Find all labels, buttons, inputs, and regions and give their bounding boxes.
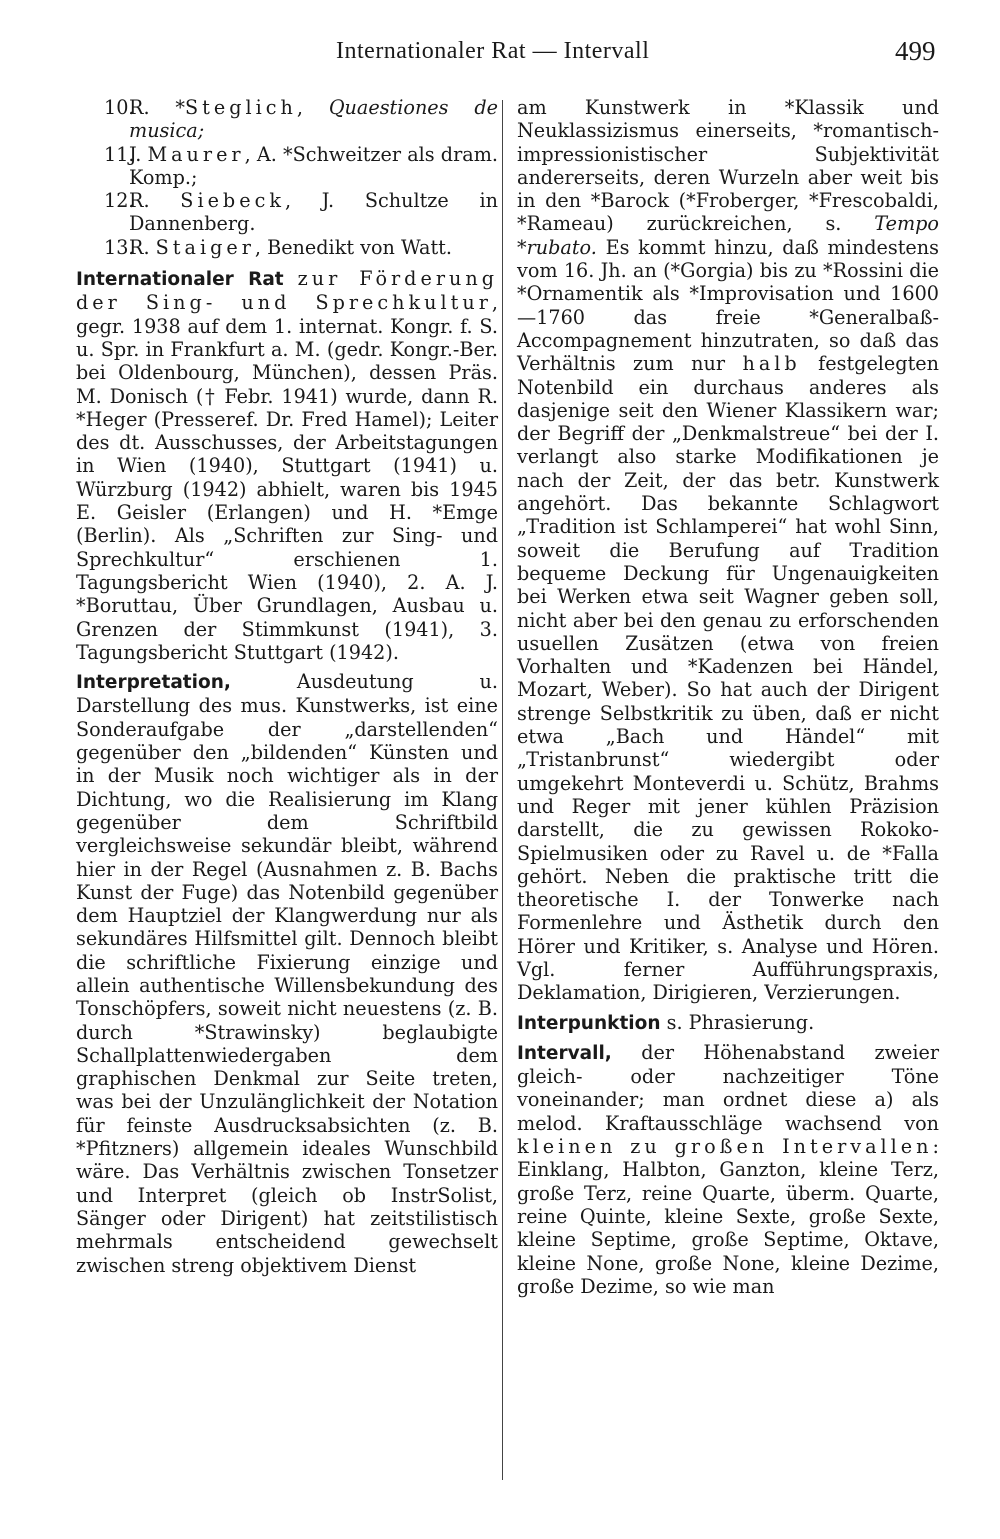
page-header	[0, 38, 1000, 78]
list-text: , Benedikt von Watt.	[254, 235, 452, 259]
list-text: , J. Schultze in Dannenberg.	[129, 189, 498, 236]
entry-body: , gegr. 1938 auf dem 1. internat. Kongr. f. S. u. Spr. in Frankfurt a. M. (gedr. Kongr.-Ber. bei Oldenbourg, München), dessen Präs. M. Donisch († Febr. 1941) wurde, dann R. *Heger (Presseref. Dr. Fred Hamel); Leiter des dt. Ausschusses, der Arbeitstagungen in Wien (1940), Stuttgart (1941) u. Würzburg (1942) abhielt, waren bis 1945 E. Geisler (Erlangen) und H. *Emge (Berlin). Als „Schriften zur Sing- und Sprechkultur“ erschienen 1. Tagungsbericht Wien (1940), 2. A. J. *Boruttau, Über Grundlagen, Ausbau u. Grenzen der Stimmkunst (1941), 3. Tagungsbericht Stuttgart (1942).	[76, 291, 498, 664]
entry-intervall	[517, 1041, 939, 1298]
list-number: 10.	[104, 96, 135, 119]
entry-headword: Interpretation,	[76, 672, 231, 694]
list-text: R.	[129, 189, 181, 213]
entry-internationaler-rat	[76, 267, 498, 664]
list-author: Staiger	[155, 235, 255, 259]
cross-reference: Tempo *rubato.	[517, 212, 939, 259]
entry-headword: Internationaler Rat	[76, 269, 284, 291]
list-item	[76, 189, 498, 236]
entry-interpretation-continued	[517, 96, 939, 1005]
entry-body: Es kommt hinzu, daß mindestens vom 16. Jh. an (*Gorgia) bis zu *Rossini die *Ornamentik als *Improvisation und 1600—1760 das freie *Generalbaß-Accompagnement hinzutraten, so daß das Verhältnis zum nur	[517, 235, 939, 376]
list-author: Steglich	[184, 96, 297, 119]
entry-interpunktion	[517, 1011, 939, 1035]
entry-headword: Interpunktion	[517, 1012, 661, 1034]
entry-interpretation	[76, 670, 498, 1277]
entry-body: der Höhenabstand zweier gleich- oder nachzeitiger Töne voneinander; man ordnet diese a) als melod. Kraftausschläge wachsend von	[517, 1040, 939, 1135]
list-text: R. *	[129, 96, 185, 119]
list-item	[76, 143, 498, 190]
entry-body: am Kunstwerk in *Klassik und Neuklassizismus einerseits, *romantisch-impressionistischer Subjektivität andererseits, deren Wurzeln aber weit bis in den *Barock (*Froberger, *Frescobaldi, *Rameau) zurückreichen, s.	[517, 96, 939, 236]
list-author: Maurer	[147, 142, 245, 166]
list-author: Siebeck	[180, 189, 285, 213]
list-text: R.	[129, 235, 156, 259]
list-text: J.	[129, 142, 148, 166]
list-number: 13.	[104, 235, 135, 259]
list-number: 12.	[104, 189, 135, 213]
entry-spaced-text: zur Förderung der Sing- und Sprechkultur	[76, 267, 498, 315]
column-divider	[502, 100, 503, 1480]
entry-body: s. Phrasierung.	[660, 1010, 815, 1034]
list-text: , A. *Schweitzer als dram. Komp.;	[129, 142, 498, 189]
page-number: 499	[895, 36, 936, 66]
list-number: 11.	[104, 142, 135, 166]
entry-body: Ausdeutung u. Darstellung des mus. Kunstwerks, ist eine Sonderaufgabe der „darstellenden“ gegenüber den „bildenden“ Künsten und in der Musik noch wichtiger als in der Dichtung, wo die Realisierung im Klang gegenüber dem Schriftbild vergleichsweise sekundär bleibt, während hier in der Regel (Ausnahmen z. B. Bachs Kunst der Fuge) das Notenbild gegenüber dem Hauptziel der Klangwerdung nur als sekundäres Hilfsmittel gilt. Dennoch bleibt die schriftliche Fixierung einzige und allein authentische Willensbekundung des Tonschöpfers, soweit nicht neuestens (z. B. durch *Strawinsky) beglaubigte Schallplattenwiedergaben dem graphischen Denkmal zur Seite treten, was bei der Unzulänglichkeit der Notation für feinste Ausdrucksabsichten (z. B. *Pfitzners) allgemein ideales Wunschbild wäre. Das Verhältnis zwischen Tonsetzer und Interpret (gleich ob InstrSolist, Sänger oder Dirigent) hat zeitstilistisch mehrmals entscheidend gewechselt zwischen streng objektivem Dienst	[76, 670, 498, 1277]
left-column	[76, 96, 498, 1283]
list-title: Quaestiones de musica;	[129, 96, 498, 143]
entry-body: festgelegten Notenbild ein durchaus anderes als dasjenige seit den Wiener Klassikern war; der Begriff der „Denkmalstreue“ bei der I. verlangt also starke Modifikationen je nach der Zeit, der das betr. Kunstwerk angehört. Das bekannte Schlagwort „Tradition ist Schlamperei“ hat wohl Sinn, soweit die Berufung auf Tradition bequeme Deckung für Ungenauigkeiten bei Werken etwa seit Wagner geben soll, nicht aber bei den genau zu erforschenden usuellen Zusätzen (etwa von freien Vorhalten und *Kadenzen bei Händel, Mozart, Weber). So hat auch der Dirigent strenge Selbstkritik zu üben, daß er nicht etwa „Bach und Händel“ mit „Tristanbrunst“ wiedergibt oder umgekehrt Monteverdi u. Schütz, Brahms und Reger mit jener kühlen Präzision darstellt, die zu gewissen Rokoko-Spielmusiken oder zu Ravel u. de *Falla gehört. Neben die praktische tritt die theoretische I. der Tonwerke nach Formenlehre und Ästhetik durch den Hörer und Kritiker, s. Analyse und Hören. Vgl. ferner Aufführungspraxis, Deklamation, Dirigieren, Verzierungen.	[517, 352, 939, 1005]
entry-body: : Einklang, Halbton, Ganzton, kleine Terz, große Terz, reine Quarte, überm. Quarte, reine Quinte, kleine Sexte, große Sexte, kleine Septime, große Septime, Oktave, kleine None, große None, kleine Dezime, große Dezime, so wie man	[517, 1135, 939, 1298]
running-head: Internationaler Rat — Intervall	[336, 38, 650, 64]
list-text: ,	[296, 96, 329, 119]
entry-spaced-text: halb	[742, 352, 801, 376]
list-item	[76, 96, 498, 143]
right-column	[517, 96, 939, 1304]
list-item	[76, 236, 498, 259]
entry-spaced-text: kleinen zu großen Intervallen	[517, 1135, 933, 1159]
entry-headword: Intervall,	[517, 1042, 612, 1064]
